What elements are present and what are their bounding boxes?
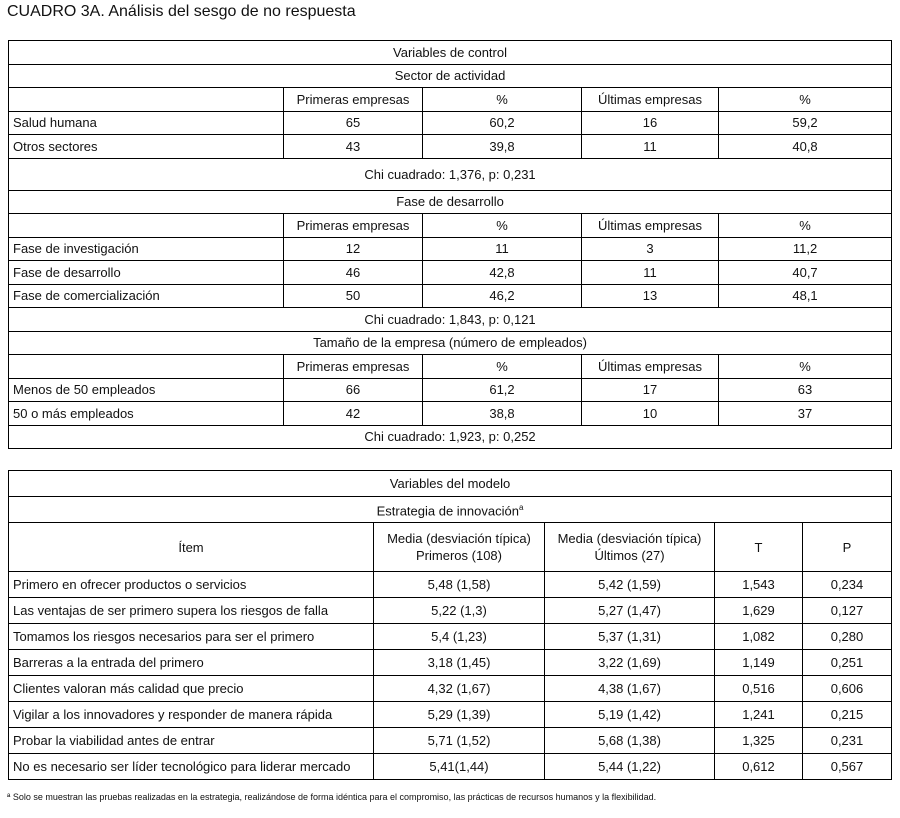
subsection-title: Estrategia de innovación$^a$ <box>9 497 892 523</box>
subsection-title: Sector de actividad <box>9 64 892 88</box>
section-header: Variables de control <box>9 41 892 65</box>
table-cell: 10 <box>582 402 719 426</box>
table-cell: 0,516 <box>715 676 803 702</box>
column-header-row <box>9 523 892 572</box>
table-cell: 37 <box>719 402 892 426</box>
row-label: Menos de 50 empleados <box>9 378 284 402</box>
table-row <box>9 754 892 780</box>
control-variables-table <box>8 40 892 449</box>
row-label: Vigilar a los innovadores y responder de manera rápida <box>9 702 374 728</box>
table-cell: 1,241 <box>715 702 803 728</box>
table-cell: 50 <box>284 284 423 308</box>
table-cell: 0,606 <box>803 676 892 702</box>
column-header-row <box>9 355 892 379</box>
row-label: Fase de investigación <box>9 237 284 261</box>
column-header: Últimas empresas <box>582 88 719 112</box>
subsection-title: Fase de desarrollo <box>9 190 892 214</box>
table-cell: 11 <box>423 237 582 261</box>
row-label: Salud humana <box>9 111 284 135</box>
column-header: Primeras empresas <box>284 355 423 379</box>
subsection-row <box>9 497 892 523</box>
row-label: Tomamos los riesgos necesarios para ser el primero <box>9 624 374 650</box>
table-cell: 0,127 <box>803 598 892 624</box>
column-header: % <box>719 214 892 238</box>
column-header <box>9 355 284 379</box>
table-row <box>9 237 892 261</box>
column-header: % <box>423 355 582 379</box>
table-row <box>9 572 892 598</box>
header-row <box>9 41 892 65</box>
row-label: 50 o más empleados <box>9 402 284 426</box>
column-header: Últimas empresas <box>582 355 719 379</box>
subsection-title: Tamaño de la empresa (número de empleados) <box>9 331 892 355</box>
column-header-row <box>9 214 892 238</box>
column-header: Media (desviación típica) Primeros (108) <box>374 523 545 572</box>
table-cell: 40,7 <box>719 261 892 285</box>
row-label: Otros sectores <box>9 135 284 159</box>
table-cell: 5,71 (1,52) <box>374 728 545 754</box>
subsection-row <box>9 64 892 88</box>
footnote-marker: a <box>518 503 524 513</box>
table-cell: 11 <box>582 261 719 285</box>
row-label: Las ventajas de ser primero supera los riesgos de falla <box>9 598 374 624</box>
column-header: P <box>803 523 892 572</box>
table-cell: 1,543 <box>715 572 803 598</box>
table-row <box>9 702 892 728</box>
chi-row <box>9 158 892 190</box>
column-header: Ítem <box>9 523 374 572</box>
table-cell: 42 <box>284 402 423 426</box>
chi-row <box>9 425 892 449</box>
column-header: % <box>719 88 892 112</box>
table-cell: 11 <box>582 135 719 159</box>
column-header: % <box>719 355 892 379</box>
model-variables-table <box>8 470 892 780</box>
table-cell: 17 <box>582 378 719 402</box>
table-row <box>9 650 892 676</box>
table-row <box>9 728 892 754</box>
table-row <box>9 135 892 159</box>
footnote: ª Solo se muestran las pruebas realizadas en la estrategia, realizándose de forma idéntica para el compromiso, las prácticas de recursos humanos y la flexibilidad. <box>7 792 657 802</box>
table-row <box>9 402 892 426</box>
table-cell: 46 <box>284 261 423 285</box>
table-cell: 0,231 <box>803 728 892 754</box>
table-cell: 0,612 <box>715 754 803 780</box>
table-cell: 5,29 (1,39) <box>374 702 545 728</box>
table-cell: 12 <box>284 237 423 261</box>
chi-square-result: Chi cuadrado: 1,843, p: 0,121 <box>9 308 892 332</box>
table-cell: 0,234 <box>803 572 892 598</box>
table-cell: 1,629 <box>715 598 803 624</box>
table-cell: 42,8 <box>423 261 582 285</box>
table-cell: 66 <box>284 378 423 402</box>
row-label: Primero en ofrecer productos o servicios <box>9 572 374 598</box>
table-cell: 5,42 (1,59) <box>545 572 715 598</box>
table-row <box>9 284 892 308</box>
table-cell: 0,280 <box>803 624 892 650</box>
column-header: Media (desviación típica) Últimos (27) <box>545 523 715 572</box>
table-title: CUADRO 3A. Análisis del sesgo de no respuesta <box>7 3 356 20</box>
table-cell: 5,37 (1,31) <box>545 624 715 650</box>
table-cell: 59,2 <box>719 111 892 135</box>
table-cell: 48,1 <box>719 284 892 308</box>
table-cell: 3 <box>582 237 719 261</box>
table-cell: 43 <box>284 135 423 159</box>
table-cell: 5,41(1,44) <box>374 754 545 780</box>
table-cell: 0,251 <box>803 650 892 676</box>
table-cell: 3,22 (1,69) <box>545 650 715 676</box>
table-cell: 5,22 (1,3) <box>374 598 545 624</box>
row-label: Fase de desarrollo <box>9 261 284 285</box>
table-cell: 60,2 <box>423 111 582 135</box>
column-header <box>9 88 284 112</box>
table-cell: 39,8 <box>423 135 582 159</box>
chi-square-result: Chi cuadrado: 1,923, p: 0,252 <box>9 425 892 449</box>
row-label: Clientes valoran más calidad que precio <box>9 676 374 702</box>
table-cell: 46,2 <box>423 284 582 308</box>
table-cell: 5,4 (1,23) <box>374 624 545 650</box>
row-label: No es necesario ser líder tecnológico para liderar mercado <box>9 754 374 780</box>
chi-square-result: Chi cuadrado: 1,376, p: 0,231 <box>9 158 892 190</box>
table-row <box>9 111 892 135</box>
table-cell: 13 <box>582 284 719 308</box>
table-cell: 3,18 (1,45) <box>374 650 545 676</box>
table-cell: 0,215 <box>803 702 892 728</box>
row-label: Barreras a la entrada del primero <box>9 650 374 676</box>
table-cell: 4,32 (1,67) <box>374 676 545 702</box>
column-header: Primeras empresas <box>284 88 423 112</box>
table-cell: 40,8 <box>719 135 892 159</box>
table-row <box>9 261 892 285</box>
column-header <box>9 214 284 238</box>
table-cell: 5,68 (1,38) <box>545 728 715 754</box>
table-row <box>9 378 892 402</box>
column-header-row <box>9 88 892 112</box>
column-header: Últimas empresas <box>582 214 719 238</box>
table-cell: 1,149 <box>715 650 803 676</box>
table-cell: 5,27 (1,47) <box>545 598 715 624</box>
table-cell: 63 <box>719 378 892 402</box>
table-cell: 38,8 <box>423 402 582 426</box>
row-label: Probar la viabilidad antes de entrar <box>9 728 374 754</box>
table-cell: 1,082 <box>715 624 803 650</box>
table-cell: 1,325 <box>715 728 803 754</box>
subsection-row <box>9 190 892 214</box>
table-cell: 4,38 (1,67) <box>545 676 715 702</box>
table-row <box>9 624 892 650</box>
column-header: % <box>423 214 582 238</box>
section-header: Variables del modelo <box>9 471 892 497</box>
row-label: Fase de comercialización <box>9 284 284 308</box>
table-cell: 5,19 (1,42) <box>545 702 715 728</box>
table-cell: 11,2 <box>719 237 892 261</box>
chi-row <box>9 308 892 332</box>
table-cell: 65 <box>284 111 423 135</box>
column-header: T <box>715 523 803 572</box>
table-row <box>9 598 892 624</box>
header-row <box>9 471 892 497</box>
table-row <box>9 676 892 702</box>
table-cell: 16 <box>582 111 719 135</box>
table-cell: 61,2 <box>423 378 582 402</box>
column-header: % <box>423 88 582 112</box>
table-cell: 5,44 (1,22) <box>545 754 715 780</box>
subsection-row <box>9 331 892 355</box>
table-cell: 5,48 (1,58) <box>374 572 545 598</box>
column-header: Primeras empresas <box>284 214 423 238</box>
table-cell: 0,567 <box>803 754 892 780</box>
